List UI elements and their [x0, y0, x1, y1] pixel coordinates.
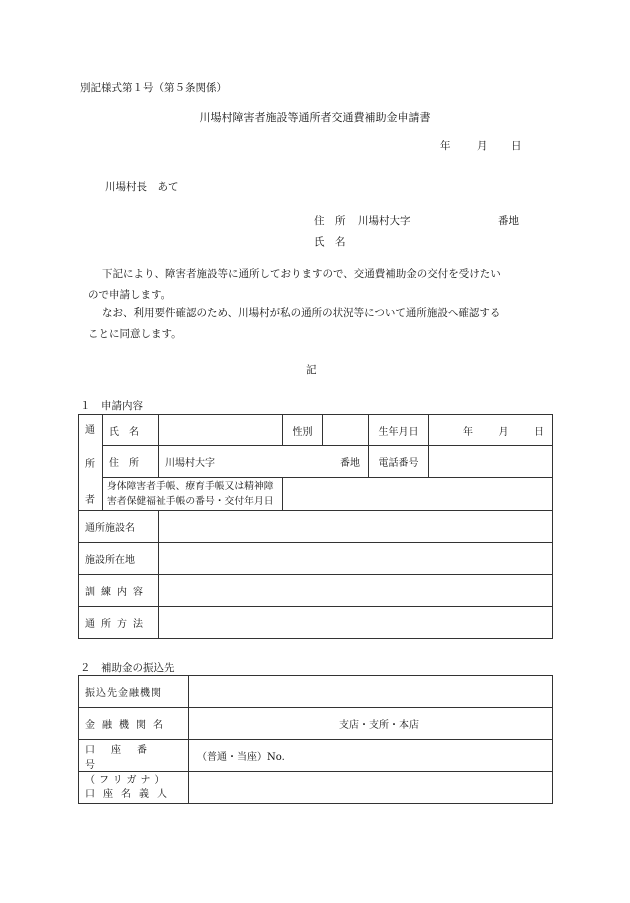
addressee: 川場村長 あて: [105, 181, 179, 193]
ki-label: 記: [306, 364, 317, 376]
date-day: 日: [511, 140, 522, 152]
name-label: 氏 名: [103, 415, 159, 446]
birthdate-value[interactable]: [429, 415, 553, 446]
person-label-cell: [79, 415, 103, 511]
handbook-label-line2: 害者保健福祉手帳の番号・交付年月日: [107, 495, 274, 507]
training-content-label: 訓練内容: [79, 575, 159, 607]
person-label-char-1: 通: [85, 425, 95, 436]
document-title: 川場村障害者施設等通所者交通費補助金申請書: [199, 111, 431, 124]
bank-label: 振込先金融機関: [79, 676, 189, 708]
account-number-label: 口座番号: [79, 740, 189, 772]
birth-month: 月: [498, 426, 509, 438]
date-year: 年: [440, 140, 451, 152]
handbook-label-line1: 身体障害者手帳、療育手帳又は精神障: [107, 480, 274, 492]
section2-heading: ２ 補助金の振込先: [80, 662, 175, 674]
person-label-char-3: 者: [85, 495, 95, 506]
holder-value[interactable]: [189, 772, 553, 804]
section1-heading: １ 申請内容: [80, 400, 143, 412]
person-label-char-2: 所: [85, 459, 95, 470]
applicant-address-suffix: 番地: [498, 215, 519, 227]
branch-options: 支店・支所・本店: [339, 720, 419, 731]
birthdate-label: 生年月日: [369, 415, 429, 446]
applicant-address-label: 住 所: [314, 215, 346, 227]
facility-location-value[interactable]: [159, 543, 553, 575]
name-value[interactable]: [159, 415, 283, 446]
sex-value[interactable]: [323, 415, 369, 446]
facility-location-label: 施設所在地: [79, 543, 159, 575]
commute-method-value[interactable]: [159, 607, 553, 639]
holder-label-cell: [79, 772, 189, 804]
institution-value-cell[interactable]: [189, 708, 553, 740]
commute-method-label: 通所方法: [79, 607, 159, 639]
furigana-label: （フリガナ）: [85, 774, 169, 786]
facility-name-label: 通所施設名: [79, 511, 159, 543]
bank-value[interactable]: [189, 676, 553, 708]
applicant-name-label: 氏 名: [314, 236, 346, 248]
facility-name-value[interactable]: [159, 511, 553, 543]
para2-line2: ことに同意します。: [88, 328, 182, 340]
application-table: [78, 414, 553, 639]
birth-day: 日: [534, 426, 544, 438]
date-month: 月: [477, 140, 488, 152]
para2-line1: なお、利用要件確認のため、川場村が私の通所の状況等について通所施設へ確認する: [102, 307, 501, 319]
applicant-address-value: 川場村大字: [358, 215, 411, 227]
sex-label: 性別: [283, 415, 323, 446]
handbook-value[interactable]: [283, 477, 553, 510]
phone-value[interactable]: [429, 446, 553, 477]
form-number: 別記様式第１号（第５条関係）: [80, 82, 227, 94]
address-label: 住 所: [103, 446, 159, 477]
account-type: （普通・当座）No.: [197, 752, 285, 763]
training-content-value[interactable]: [159, 575, 553, 607]
handbook-label: [103, 477, 283, 510]
holder-label: 口座名義人: [85, 788, 175, 800]
account-number-cell[interactable]: [189, 740, 553, 772]
phone-label: 電話番号: [369, 446, 429, 477]
bank-table: [78, 675, 553, 804]
address-value-cell[interactable]: [159, 446, 369, 477]
birth-year: 年: [463, 426, 473, 438]
address-value: 川場村大字: [165, 457, 215, 469]
para1-line1: 下記により、障害者施設等に通所しておりますので、交通費補助金の交付を受けたい: [102, 268, 501, 280]
address-suffix: 番地: [340, 457, 360, 469]
institution-label: 金融機関名: [79, 708, 189, 740]
para1-line2: ので申請します。: [88, 289, 172, 301]
